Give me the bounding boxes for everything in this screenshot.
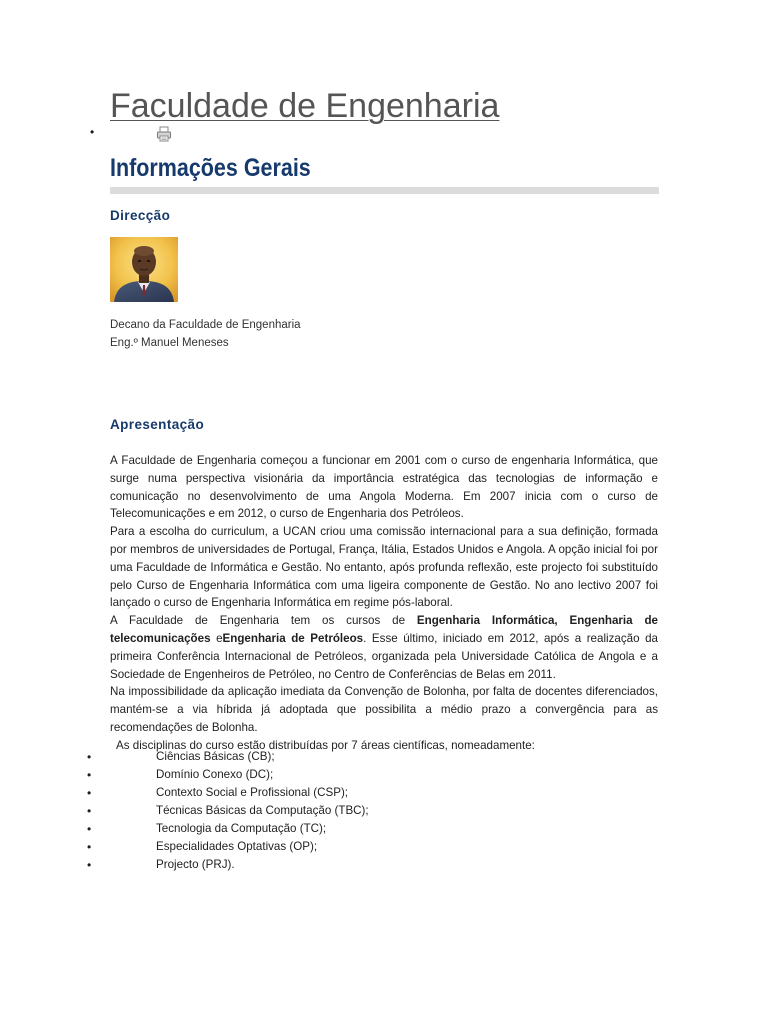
list-item bbox=[84, 856, 369, 874]
list-bullet: • bbox=[87, 858, 92, 872]
dean-name: Eng.º Manuel Meneses bbox=[110, 337, 229, 349]
paragraph-text: A Faculdade de Engenharia tem os cursos de bbox=[110, 614, 417, 628]
paragraph: Para a escolha do curriculum, a UCAN criou uma comissão internacional para a sua definição, formada por membros de universidades de Portugal, França, Itália, Estados Unidos e Angola. A opção inicial foi por uma Faculdade de Informática e Gestão. No entanto, após profunda reflexão, este projecto foi substituído pelo Curso de Engenharia Informática com uma ligeira componente de Gestão. No ano lectivo 2007 foi lançado o curso de Engenharia Informática em regime pós-laboral. bbox=[110, 525, 658, 610]
list-item bbox=[84, 784, 369, 802]
print-icon[interactable] bbox=[156, 126, 172, 142]
presentation-heading: Apresentação bbox=[110, 417, 205, 432]
list-item bbox=[84, 802, 369, 820]
list-item-text: Domínio Conexo (DC); bbox=[156, 768, 274, 781]
paragraph bbox=[110, 612, 658, 683]
list-bullet: • bbox=[87, 750, 92, 764]
list-item-text: Ciências Básicas (CB); bbox=[156, 750, 275, 763]
list-bullet: • bbox=[90, 125, 95, 139]
list-bullet: • bbox=[87, 768, 92, 782]
list-item bbox=[84, 820, 369, 838]
page-title[interactable]: Faculdade de Engenharia bbox=[110, 87, 500, 125]
list-item-text: Tecnologia da Computação (TC); bbox=[156, 822, 327, 835]
paragraph: Na impossibilidade da aplicação imediata da Convenção de Bolonha, por falta de docentes diferenciados, mantém-se a via híbrida já adoptada que possibilita a médio prazo a convergência para as recomendações de Bolonha. bbox=[110, 685, 658, 734]
list-item-text: Técnicas Básicas da Computação (TBC); bbox=[156, 804, 369, 817]
dean-title: Decano da Faculdade de Engenharia bbox=[110, 319, 301, 331]
list-bullet: • bbox=[87, 804, 92, 818]
list-item bbox=[84, 766, 369, 784]
course-names: Engenharia Informática, Engenharia de telecomunicações bbox=[110, 614, 658, 645]
paragraph: A Faculdade de Engenharia começou a funcionar em 2001 com o curso de engenharia Informática, que surge numa perspectiva visionária da importância estratégica das tecnologias de informação e comunicação no desenvolvimento de uma Angola Moderna. Em 2007 inicia com o curso de Telecomunicações e em 2012, o curso de Engenharia dos Petróleos. bbox=[110, 454, 658, 521]
paragraph-text: e bbox=[210, 631, 223, 645]
section-divider bbox=[110, 187, 659, 194]
list-item bbox=[84, 748, 369, 766]
list-item bbox=[84, 838, 369, 856]
paragraph: As disciplinas do curso estão distribuídas por 7 áreas científicas, nomeadamente: bbox=[116, 738, 535, 752]
scientific-areas-list bbox=[84, 748, 369, 874]
course-name: Engenharia de Petróleos bbox=[222, 631, 364, 645]
section-title: Informações Gerais bbox=[110, 154, 311, 182]
list-item-text: Projecto (PRJ). bbox=[156, 858, 235, 871]
presentation-text bbox=[110, 452, 658, 755]
paragraph-text: . Esse último, iniciado em 2012, após a realização da primeira Conferência Internacional de Petróleos, organizada pela Universidade Católica de Angola e a Sociedade de Engenheiros de Petróleo, no Centro de Conferências de Belas em 2011. bbox=[110, 631, 658, 681]
list-bullet: • bbox=[87, 822, 92, 836]
list-bullet: • bbox=[87, 786, 92, 800]
list-item-text: Contexto Social e Profissional (CSP); bbox=[156, 786, 349, 799]
direction-heading: Direcção bbox=[110, 208, 171, 223]
list-bullet: • bbox=[87, 840, 92, 854]
dean-photo bbox=[110, 237, 178, 302]
list-item-text: Especialidades Optativas (OP); bbox=[156, 840, 318, 853]
